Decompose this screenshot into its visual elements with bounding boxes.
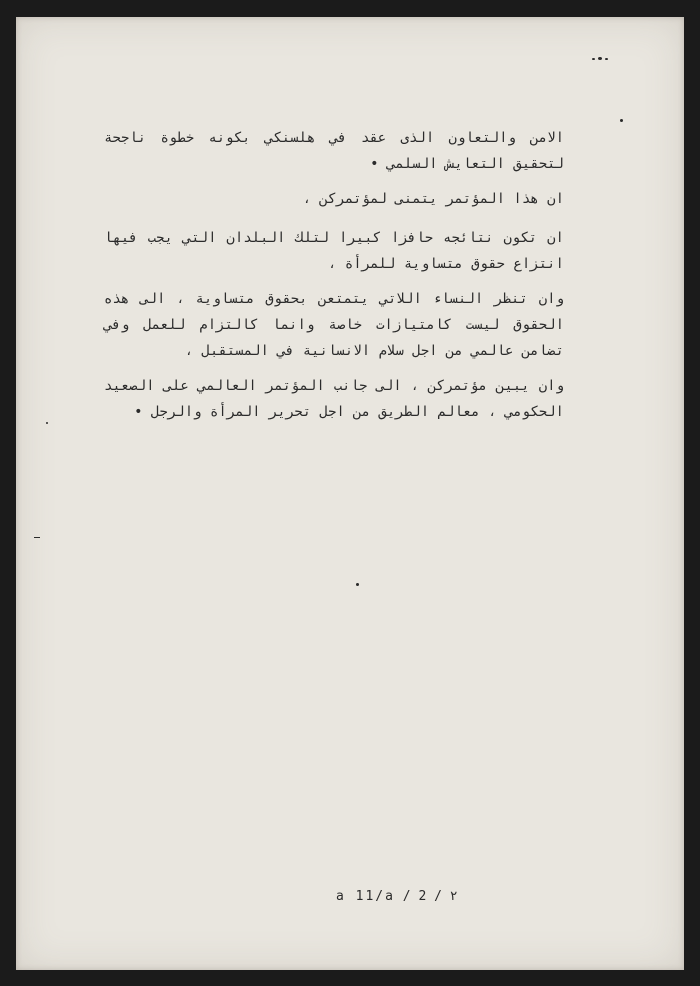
- ink-dot: [592, 58, 595, 60]
- paragraph-5: وان يبين مؤتمركن ، الى جانب المؤتمر العالمي على الصعيد الحكومي ، معالم الطريق من اجل تحرير المرأة والرجل •: [104, 378, 564, 420]
- ink-dot: [356, 583, 359, 586]
- ink-dot: [605, 58, 608, 60]
- ink-dot: [620, 119, 623, 122]
- page-code: ٢ / 2 / a 11/a: [336, 889, 458, 904]
- ink-mark: [592, 57, 610, 61]
- paragraph-2: ان هذا المؤتمر يتمنى لمؤتمركن ،: [302, 191, 564, 207]
- document-page: [16, 17, 684, 970]
- ink-dot: [34, 537, 40, 538]
- paragraph-3: ان تكون نتائجه حافزا كبيرا لتلك البلدان التي يجب فيها انتزاع حقوق متساوية للمرأة ،: [104, 230, 564, 272]
- paragraph-1: الامن والتعاون الذى عقد في هلسنكي بكونه خطوة ناجحة لتحقيق التعايش السلمي •: [104, 130, 564, 172]
- ink-dot: [46, 422, 48, 424]
- ink-dot: [598, 57, 602, 60]
- paragraph-4: وان تنظر النساء اللاتي يتمتعن بحقوق متساوية ، الى هذه الحقوق ليست كامتيازات خاصة وانما كالتزام للعمل وفي تضامن عالمي من اجل سلام الانسانية في المستقبل ،: [104, 291, 564, 359]
